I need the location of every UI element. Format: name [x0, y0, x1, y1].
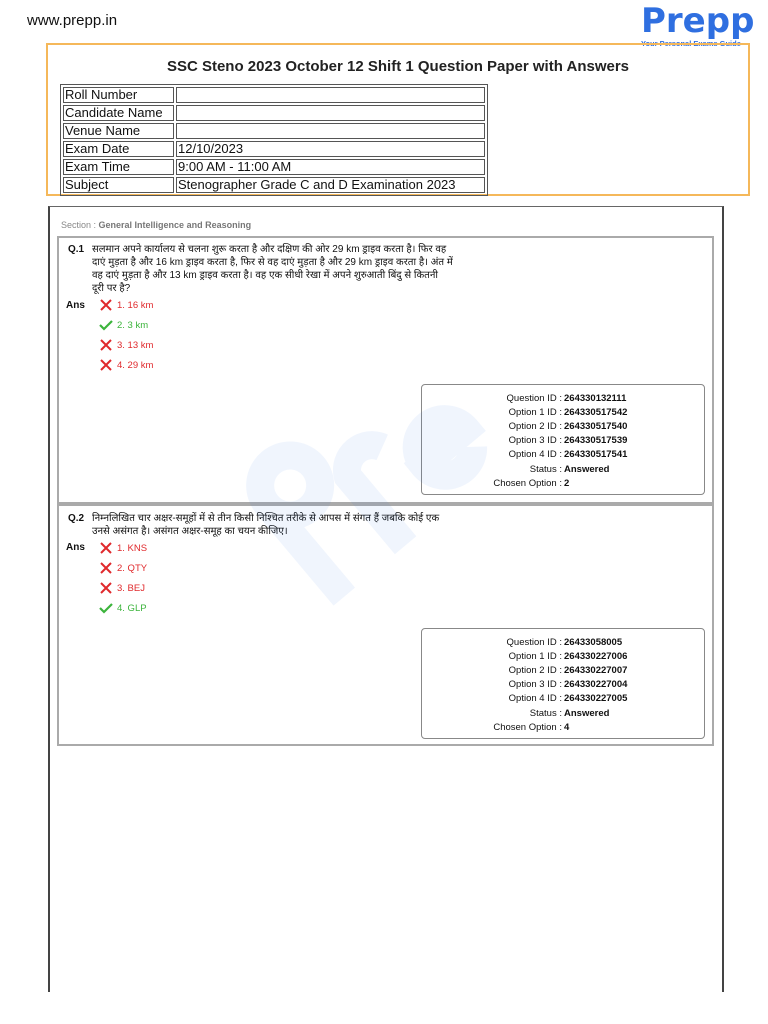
cross-icon — [99, 339, 113, 351]
question-text — [92, 243, 453, 295]
meta-value: Answered — [564, 464, 610, 475]
option-text: 2. 3 km — [117, 319, 149, 331]
option-text: 2. QTY — [117, 562, 148, 574]
info-label: Exam Time — [63, 159, 174, 175]
meta-value: 264330227005 — [564, 693, 628, 704]
option-text: 1. 16 km — [117, 299, 154, 311]
paper-title: SSC Steno 2023 October 12 Shift 1 Question Paper with Answers — [166, 58, 630, 75]
info-value — [176, 105, 485, 121]
answer-option — [99, 582, 145, 594]
meta-label: Option 2 ID : — [508, 665, 562, 676]
question-card — [57, 236, 714, 504]
answer-label: Ans — [66, 542, 85, 553]
answer-option — [99, 542, 147, 554]
info-value — [176, 87, 485, 103]
option-text: 3. 13 km — [117, 339, 154, 351]
cross-icon — [99, 359, 113, 371]
section-label — [61, 220, 251, 230]
meta-value: 264330517539 — [564, 435, 628, 446]
info-row — [63, 87, 485, 103]
question-text-line: दूरी पर है? — [92, 283, 131, 294]
meta-value: 2 — [564, 478, 570, 489]
answer-option — [99, 299, 153, 311]
meta-value: 264330227004 — [564, 679, 628, 690]
meta-value: 264330132111 — [564, 393, 627, 404]
option-text: 3. BEJ — [117, 582, 145, 594]
info-row — [63, 123, 485, 139]
question-text-line: वह दाएं मुड़ता है और 13 km ड्राइव करता है। वह एक सीधी रेखा में अपने शुरुआती बिंदु से कितनी — [92, 270, 439, 281]
meta-value: 4 — [564, 722, 570, 733]
cross-icon — [99, 582, 113, 594]
info-label: Exam Date — [63, 141, 174, 157]
info-row — [63, 141, 485, 157]
meta-value: 26433058005 — [564, 637, 623, 648]
meta-value: 264330227006 — [564, 651, 628, 662]
question-number: Q.1 — [68, 244, 85, 255]
question-card — [57, 504, 714, 746]
question-text-line: निम्नलिखित चार अक्षर-समूहों में से तीन किसी निश्चित तरीके से आपस में संगत हैं जबकि कोई एक — [92, 513, 440, 524]
meta-value: 264330517540 — [564, 421, 628, 432]
question-meta-box — [421, 384, 705, 495]
meta-label: Option 1 ID : — [508, 407, 562, 418]
meta-label: Option 2 ID : — [508, 421, 562, 432]
question-number: Q.2 — [68, 513, 85, 524]
meta-value: Answered — [564, 708, 610, 719]
logo-wordmark: Prepp — [641, 1, 755, 41]
logo-tagline: Your Personal Exams Guide — [641, 39, 741, 48]
exam-header — [46, 43, 750, 196]
info-label: Candidate Name — [63, 105, 174, 121]
question-text — [92, 512, 439, 538]
answer-option — [99, 339, 153, 351]
info-label: Roll Number — [63, 87, 174, 103]
meta-label: Status : — [529, 708, 562, 719]
section-prefix: Section : — [61, 220, 99, 230]
info-row — [63, 105, 485, 121]
answer-label: Ans — [66, 300, 85, 311]
meta-label: Option 4 ID : — [508, 449, 562, 460]
info-value: 12/10/2023 — [176, 141, 485, 157]
info-label: Venue Name — [63, 123, 174, 139]
meta-label: Chosen Option : — [493, 722, 562, 733]
option-text: 4. 29 km — [117, 359, 154, 371]
info-label: Subject — [63, 177, 174, 193]
info-row — [63, 177, 485, 193]
site-url[interactable]: www.prepp.in — [27, 12, 118, 29]
meta-label: Question ID : — [506, 393, 562, 404]
candidate-info-table — [60, 84, 488, 196]
section-name: General Intelligence and Reasoning — [98, 220, 252, 230]
meta-label: Option 1 ID : — [508, 651, 562, 662]
cross-icon — [99, 562, 113, 574]
meta-label: Option 3 ID : — [508, 679, 562, 690]
answer-option — [99, 359, 153, 371]
answer-option — [99, 562, 147, 574]
meta-value: 264330517542 — [564, 407, 628, 418]
meta-label: Question ID : — [506, 637, 562, 648]
info-row — [63, 159, 485, 175]
answer-option — [99, 319, 148, 331]
question-text-line: दाएं मुड़ता है और 16 km ड्राइव करता है, फिर से वह दाएं मुड़ता है और 29 km ड्राइव करता है। अंत में — [92, 257, 453, 268]
question-text-line: उनसे असंगत है। असंगत अक्षर-समूह का चयन कीजिए। — [92, 526, 288, 537]
info-value: 9:00 AM - 11:00 AM — [176, 159, 485, 175]
check-icon — [99, 319, 113, 331]
meta-label: Chosen Option : — [493, 478, 562, 489]
info-value: Stenographer Grade C and D Examination 2023 — [176, 177, 485, 193]
option-text: 4. GLP — [117, 602, 147, 614]
meta-value: 264330227007 — [564, 665, 628, 676]
cross-icon — [99, 299, 113, 311]
meta-label: Option 4 ID : — [508, 693, 562, 704]
meta-value: 264330517541 — [564, 449, 628, 460]
check-icon — [99, 602, 113, 614]
cross-icon — [99, 542, 113, 554]
question-meta-box — [421, 628, 705, 739]
info-value — [176, 123, 485, 139]
meta-label: Status : — [529, 464, 562, 475]
meta-label: Option 3 ID : — [508, 435, 562, 446]
question-text-line: सलमान अपने कार्यालय से चलना शुरू करता है और दक्षिण की ओर 29 km ड्राइव करता है। फिर वह — [92, 244, 447, 255]
answer-option — [99, 602, 147, 614]
option-text: 1. KNS — [117, 542, 148, 554]
